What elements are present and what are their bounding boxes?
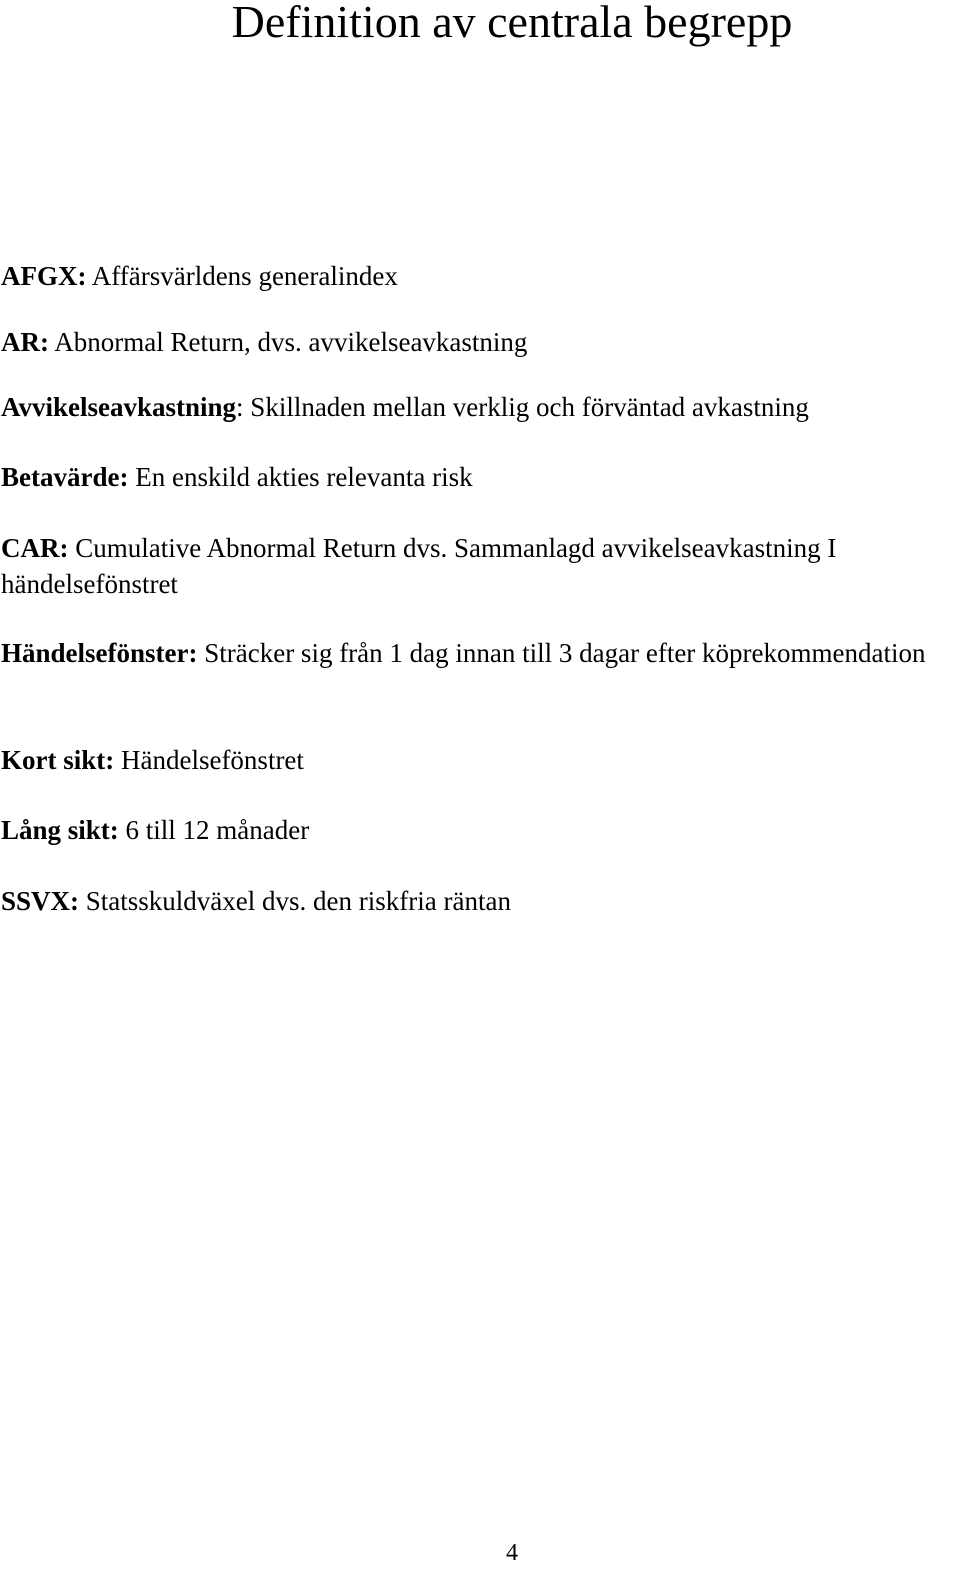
definition-term: AR: bbox=[1, 327, 49, 357]
definition-text: Cumulative Abnormal Return dvs. Sammanlagd avvikelseavkastning I händelsefönstret bbox=[1, 533, 837, 599]
page-number: 4 bbox=[506, 1540, 518, 1566]
definition-term: CAR: bbox=[1, 533, 69, 563]
definition-term: Kort sikt: bbox=[1, 745, 115, 775]
definition-text: 6 till 12 månader bbox=[118, 815, 310, 845]
definition-ar bbox=[1, 324, 959, 360]
definition-term: AFGX: bbox=[1, 261, 87, 291]
definition-text: Statsskuldväxel dvs. den riskfria räntan bbox=[79, 886, 511, 916]
definition-text: Sträcker sig från 1 dag innan till 3 dagar efter köprekommendation bbox=[197, 638, 926, 668]
definition-text: Händelsefönstret bbox=[114, 745, 304, 775]
definition-afgx bbox=[1, 258, 959, 294]
definition-term: Händelsefönster: bbox=[1, 638, 198, 668]
definition-car bbox=[1, 530, 959, 602]
definition-term: Lång sikt: bbox=[1, 815, 119, 845]
definition-handelsefonster bbox=[1, 635, 959, 671]
definition-lang-sikt bbox=[1, 812, 959, 848]
definition-text: En enskild akties relevanta risk bbox=[128, 462, 473, 492]
definition-betavarde bbox=[1, 459, 959, 495]
definition-term: Betavärde: bbox=[1, 462, 129, 492]
definition-kort-sikt bbox=[1, 742, 959, 778]
definition-text: Affärsvärldens generalindex bbox=[86, 261, 398, 291]
definition-text: Abnormal Return, dvs. avvikelseavkastning bbox=[49, 327, 528, 357]
definition-avvikelseavkastning bbox=[1, 389, 959, 425]
definition-term: SSVX: bbox=[1, 886, 80, 916]
definition-term: Avvikelseavkastning bbox=[1, 392, 237, 422]
definition-text: : Skillnaden mellan verklig och förväntad avkastning bbox=[236, 392, 809, 422]
page-title: Definition av centrala begrepp bbox=[231, 0, 793, 47]
definition-ssvx bbox=[1, 883, 959, 919]
